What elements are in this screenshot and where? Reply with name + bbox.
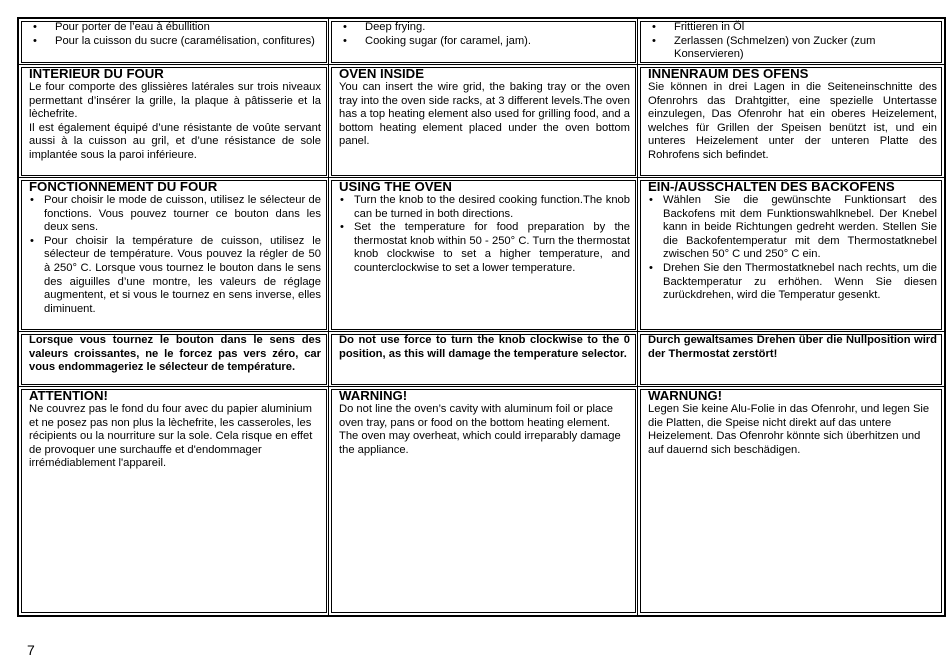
list-item: • Pour choisir la température de cuisson, utilisez le sélecteur de température. Vous pouvez la régler de 50 à 250° C. Lorsque vous tournez le bouton dans le sens des aiguilles d’une montre, les valeurs de réglage augmentent, et si vous le tournez en sens inverse, elles diminuent. (29, 235, 321, 317)
section-heading: ATTENTION! (29, 388, 108, 403)
list-item: • Cooking sugar (for caramel, jam). (339, 35, 630, 49)
cell-knob-warning-fr (19, 332, 329, 387)
cell-foil-warning-fr (19, 387, 329, 615)
cell-uses-en (329, 19, 638, 65)
section-heading: WARNING! (339, 388, 408, 403)
cell-knob-warning-de (638, 332, 944, 387)
section-heading: EIN-/AUSSCHALTEN DES BACKOFENS (648, 179, 895, 194)
uses-list-fr (29, 21, 321, 48)
list-item: • Deep frying. (339, 21, 630, 35)
section-heading: INTERIEUR DU FOUR (29, 66, 164, 81)
section-heading: INNENRAUM DES OFENS (648, 66, 809, 81)
cell-uses-fr (19, 19, 329, 65)
list-item: • Turn the knob to the desired cooking function.The knob can be turned in both directions. (339, 194, 630, 221)
cell-uses-de (638, 19, 944, 65)
section-body: Sie können in drei Lagen in die Seiteneinschnitte des Ofenrohrs das Drahtgitter, eine spezielle Untertasse einzulegen, Das Ofenrohr hat ein oberes Heizelement, welches für Grillen der Speisen benützt ist, und ein unteres Heizelement unter der unteren Platte des Rohrofens sich befindet. (648, 81, 937, 161)
list-item: • Drehen Sie den Thermostatknebel nach rechts, um die Backtemperatur zu erhöhen. Wenn Sie diesen zurückdrehen, wird die Temperatur gesenkt. (648, 262, 937, 303)
cell-using-oven-en (329, 178, 638, 332)
cell-using-oven-de (638, 178, 944, 332)
list-item: • Pour choisir le mode de cuisson, utilisez le sélecteur de fonctions. Vous pouvez tourner ce bouton dans les deux sens. (29, 194, 321, 235)
instructions-list (339, 194, 630, 276)
cell-oven-inside-en (329, 65, 638, 178)
instruction-table (17, 17, 946, 617)
section-body: You can insert the wire grid, the baking tray or the oven tray into the oven side racks, at 3 different levels.The oven has a top heating element also used for grilling food, and a bottom heating element placed under the oven bottom panel. (339, 81, 630, 148)
section-heading: USING THE OVEN (339, 179, 452, 194)
instructions-list (648, 194, 937, 303)
list-item: • Frittieren in Öl (648, 21, 937, 35)
section-heading: WARNUNG! (648, 388, 722, 403)
warning-text: Do not use force to turn the knob clockwise to the 0 position, as this will damage the temperature selector. (339, 334, 630, 360)
cell-oven-inside-fr (19, 65, 329, 178)
section-body: Do not line the oven’s cavity with aluminum foil or place oven tray, pans or food on the bottom heating element. The oven may overheat, which could irreparably damage the appliance. (339, 403, 621, 456)
cell-foil-warning-en (329, 387, 638, 615)
section-heading: FONCTIONNEMENT DU FOUR (29, 179, 218, 194)
list-item: • Set the temperature for food preparation by the thermostat knob within 50 - 250° C. Turn the thermostat knob clockwise to set a higher temperature, and counterclockwise to set a lower temperature. (339, 221, 630, 275)
warning-text: Lorsque vous tournez le bouton dans le sens des valeurs croissantes, ne le forcez pas vers zéro, car vous endommageriez le sélecteur de température. (29, 334, 321, 374)
page-number: 7 (27, 642, 35, 658)
uses-list-en (339, 21, 630, 48)
list-item: • Pour la cuisson du sucre (caramélisation, confitures) (29, 35, 321, 49)
section-body: Legen Sie keine Alu-Folie in das Ofenrohr, und legen Sie die Platten, die Speise nicht direkt auf das untere Heizelement. Das Ofenrohr könnte sich überhitzen und auf dauernd sich beschädigen. (648, 403, 930, 456)
list-item: • Wählen Sie die gewünschte Funktionsart des Backofens mit dem Funktionswahlknebel. Der Knebel kann in beide Richtungen gedreht werden. Stellen Sie die Backofentemperatur mit dem Thermostatknebel zwischen 50° C und 250° C ein. (648, 194, 937, 262)
cell-knob-warning-en (329, 332, 638, 387)
section-heading: OVEN INSIDE (339, 66, 425, 81)
cell-using-oven-fr (19, 178, 329, 332)
list-item: • Pour porter de l’eau à ébullition (29, 21, 321, 35)
cell-foil-warning-de (638, 387, 944, 615)
list-item: • Zerlassen (Schmelzen) von Zucker (zum Konservieren) (648, 35, 937, 62)
section-body: Le four comporte des glissières latérales sur trois niveaux permettant d’insérer la grille, la plaque à pâtisserie et la lèchefrite. Il est également équipé d’une résistante de voûte servant aussi à la cuisson au gril, et d’une résistance de sole implantée sous la paroi inférieure. (29, 81, 321, 161)
warning-text: Durch gewaltsames Drehen über die Nullposition wird der Thermostat zerstört! (648, 334, 937, 360)
uses-list-de (648, 21, 937, 62)
section-body: Ne couvrez pas le fond du four avec du papier aluminium et ne posez pas non plus la lèchefrite, les casseroles, les récipients ou la nourriture sur la sole. Cela risque en effet de provoquer une surchauffe et d'endommager irrémédiablement l'appareil. (29, 403, 313, 470)
instructions-list (29, 194, 321, 316)
cell-oven-inside-de (638, 65, 944, 178)
